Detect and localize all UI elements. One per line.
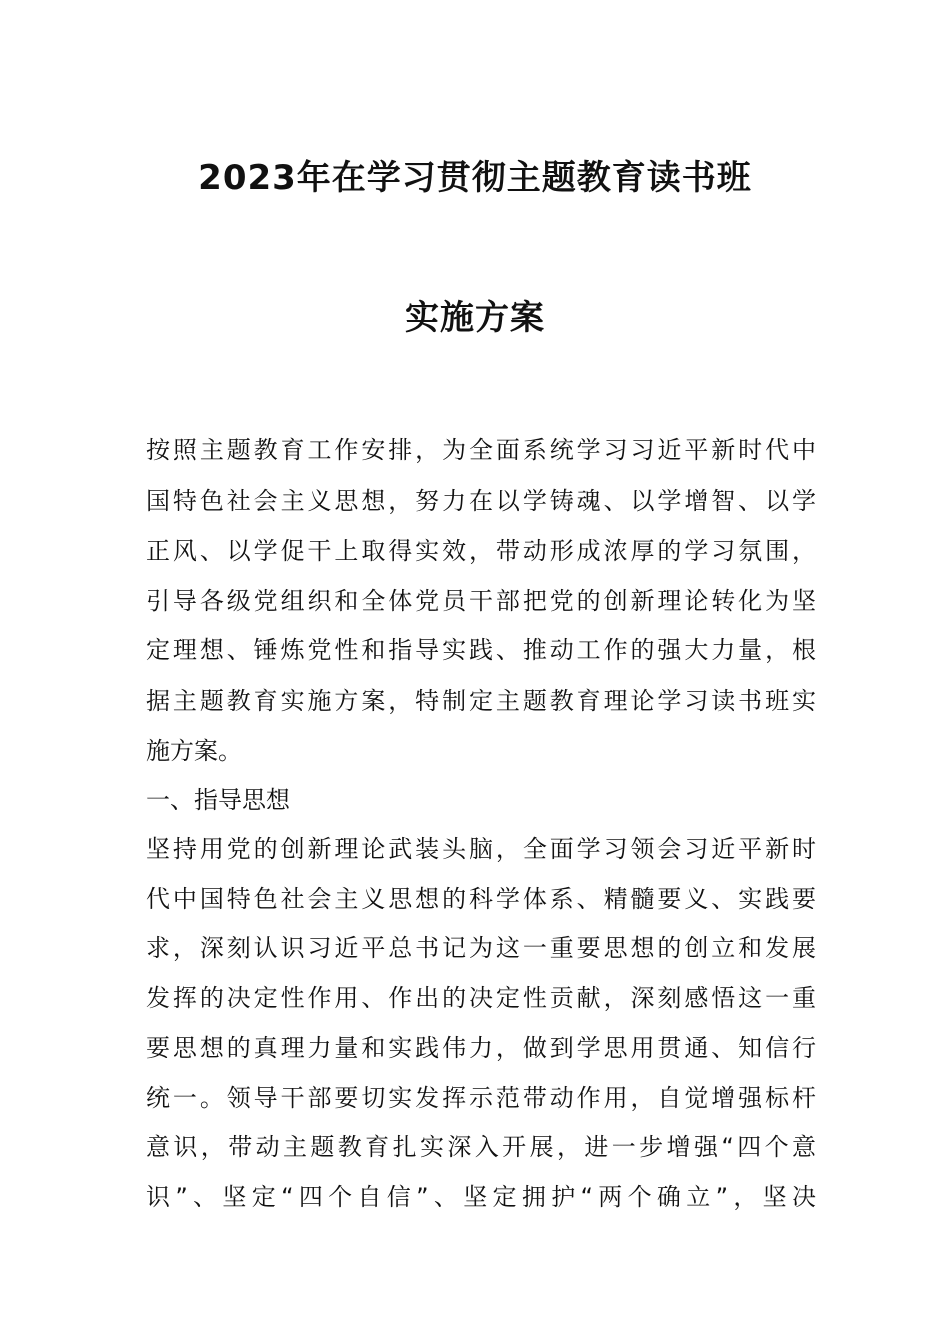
document-title-line-1: 2023年在学习贯彻主题教育读书班: [198, 158, 752, 198]
paragraph-line: 要思想的真理力量和实践伟力，做到学思用贯通、知信行: [146, 1034, 816, 1062]
paragraph-line: 意识，带动主题教育扎实深入开展，进一步增强“四个意: [146, 1133, 816, 1161]
section-heading-guiding-thought: 一、指导思想: [146, 786, 290, 814]
paragraph-line: 国特色社会主义思想，努力在以学铸魂、以学增智、以学: [146, 487, 816, 515]
paragraph-line: 代中国特色社会主义思想的科学体系、精髓要义、实践要: [146, 885, 816, 913]
paragraph-line: 正风、以学促干上取得实效，带动形成浓厚的学习氛围，: [146, 537, 816, 565]
paragraph-line: 坚持用党的创新理论武装头脑，全面学习领会习近平新时: [146, 835, 816, 863]
paragraph-line: 据主题教育实施方案，特制定主题教育理论学习读书班实: [146, 687, 816, 715]
paragraph-line: 识”、坚定“四个自信”、坚定拥护“两个确立”，坚决: [146, 1183, 816, 1211]
document-title-line-2: 实施方案: [405, 298, 545, 338]
paragraph-line: 按照主题教育工作安排，为全面系统学习习近平新时代中: [146, 436, 816, 464]
paragraph-line: 定理想、锤炼党性和指导实践、推动工作的强大力量，根: [146, 636, 816, 664]
paragraph-line: 引导各级党组织和全体党员干部把党的创新理论转化为坚: [146, 587, 816, 615]
paragraph-line: 求，深刻认识习近平总书记为这一重要思想的创立和发展: [146, 934, 816, 962]
paragraph-line: 统一。领导干部要切实发挥示范带动作用，自觉增强标杆: [146, 1084, 816, 1112]
paragraph-line: 发挥的决定性作用、作出的决定性贡献，深刻感悟这一重: [146, 984, 816, 1012]
paragraph-line: 施方案。: [146, 737, 242, 765]
